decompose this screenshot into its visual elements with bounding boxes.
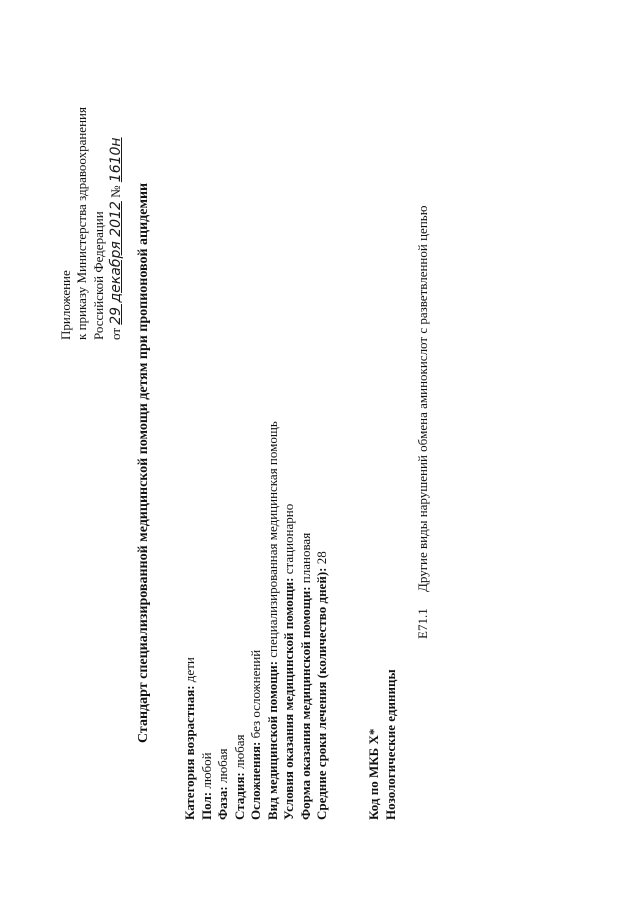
param-label: Средние сроки лечения (количество дней): <box>314 567 329 820</box>
appendix-line-2: к приказу Министерства здравоохранения <box>74 107 89 340</box>
appendix-date-line <box>108 137 124 340</box>
from-label: от <box>108 327 123 340</box>
param-value: дети <box>182 657 197 686</box>
param-stage <box>232 734 248 820</box>
param-label: Стадия: <box>232 772 247 820</box>
param-label: Осложнения: <box>248 741 263 820</box>
param-phase <box>215 748 231 820</box>
param-value: любая <box>215 748 230 787</box>
appendix-line-3: Российской Федерации <box>91 211 106 340</box>
handwritten-date: 29 декабря 2012 <box>108 201 124 325</box>
param-value: стационарно <box>281 503 296 578</box>
icd-code: E71.1 <box>415 608 430 639</box>
param-complications <box>248 650 264 820</box>
icd-description: Другие виды нарушений обмена аминокислот с разветвленной цепью <box>415 205 430 592</box>
param-label: Фаза: <box>215 786 230 820</box>
appendix-line-1: Приложение <box>58 270 73 340</box>
param-value: любой <box>199 752 214 792</box>
param-value: любая <box>232 734 247 773</box>
param-care-form <box>298 533 314 820</box>
param-age-category <box>182 657 198 820</box>
param-duration <box>314 551 330 820</box>
icd-code-label: Код по МКБ X* <box>366 728 381 820</box>
param-label: Форма оказания медицинской помощи: <box>298 586 313 820</box>
param-label: Вид медицинской помощи: <box>265 660 280 820</box>
param-label: Условия оказания медицинской помощи: <box>281 577 296 820</box>
param-value: плановая <box>298 532 313 587</box>
param-value: 28 <box>314 551 329 568</box>
param-care-conditions <box>281 504 297 820</box>
document-title: Стандарт специализированной медицинской помощи детям при пропионовой ацидемии <box>136 182 151 743</box>
param-label: Пол: <box>199 791 214 820</box>
param-value: специализированная медицинская помощь <box>265 421 280 661</box>
nosology-label: Нозологические единицы <box>383 669 398 820</box>
param-care-type <box>265 421 281 820</box>
param-value: без осложнений <box>248 649 263 742</box>
number-label: № <box>108 185 123 198</box>
param-sex <box>199 752 215 820</box>
handwritten-number: 1610н <box>108 137 124 183</box>
param-label: Категория возрастная: <box>182 685 197 820</box>
